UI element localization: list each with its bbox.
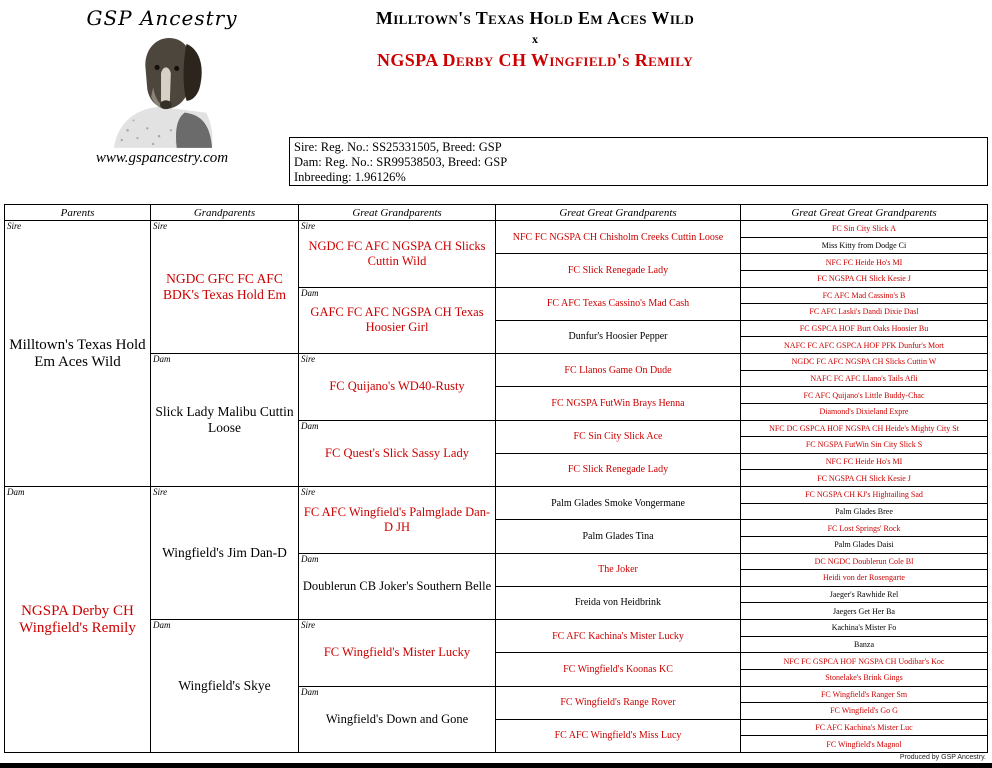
pedigree-name: NFC FC Heide Ho's MI <box>825 457 903 467</box>
sire-dam-label: Sire <box>153 221 168 231</box>
pedigree-name: Heidi von der Rosengarte <box>823 573 905 583</box>
pedigree-cell <box>741 404 987 420</box>
pedigree-name: Palm Glades Daisi <box>834 540 894 550</box>
sire-registration: Sire: Reg. No.: SS25331505, Breed: GSP <box>294 140 502 154</box>
pedigree-cell <box>496 687 740 719</box>
pedigree-cell <box>741 504 987 520</box>
pedigree-name: NFC FC Heide Ho's MI <box>825 257 903 267</box>
pedigree-name: FC Wingfield's Koonas KC <box>563 663 673 675</box>
pedigree-cell <box>741 321 987 337</box>
pedigree-name: FC Wingfield's Ranger Sm <box>820 689 908 699</box>
pedigree-name: NGDC FC AFC NGSPA CH Slicks Cuttin Wild <box>308 238 486 268</box>
pedigree-name: FC AFC Texas Cassino's Mad Cash <box>546 298 690 310</box>
column-header-ggg-grandparents: Great Great Great Grandparents <box>741 205 987 220</box>
pedigree-cell <box>741 437 987 453</box>
pedigree-cell <box>741 687 987 703</box>
sire-dam-label: Sire <box>153 487 168 497</box>
pedigree-name: NAFC FC AFC GSPCA HOF PFK Dunfur's Mort <box>784 340 944 350</box>
pedigree-cell <box>151 354 298 486</box>
pedigree-name: FC NGSPA CH Slick Kesie J <box>817 473 911 483</box>
sire-dam-label: Sire <box>301 354 316 364</box>
pedigree-name: FC Wingfield's Magnol <box>826 739 902 749</box>
pedigree-name: FC AFC Wingfield's Palmglade Dan-D JH <box>303 504 491 534</box>
pedigree-cell <box>496 288 740 320</box>
title-sire-name: Milltown's Texas Hold Em Aces Wild <box>375 8 695 28</box>
pedigree-cell <box>741 653 987 669</box>
pedigree-cell <box>299 554 495 620</box>
pedigree-name: FC Wingfield's Range Rover <box>560 697 676 709</box>
pedigree-name: Wingfield's Down and Gone <box>325 711 469 726</box>
pedigree-name: Doublerun CB Joker's Southern Belle <box>302 578 492 593</box>
pedigree-name: NGDC GFC FC AFC BDK's Texas Hold Em <box>162 271 287 302</box>
pedigree-name: FC Sin City Slick Ace <box>573 431 663 443</box>
pedigree-cell <box>741 537 987 553</box>
pedigree-cell <box>496 321 740 353</box>
pedigree-name: Palm Glades Smoke Vongermane <box>551 497 685 509</box>
pedigree-name: FC Wingfield's Go G <box>830 706 898 716</box>
pedigree-cell <box>299 354 495 420</box>
pedigree-cell <box>496 554 740 586</box>
pedigree-name: FC Wingfield's Mister Lucky <box>323 645 471 660</box>
pedigree-cell <box>741 271 987 287</box>
pedigree-name: DC NGDC Doublerun Cole Bl <box>814 556 914 566</box>
pedigree-cell <box>496 421 740 453</box>
website-link[interactable]: www.gspancestry.com <box>95 150 229 166</box>
pedigree-cell <box>741 603 987 619</box>
pedigree-cell <box>741 387 987 403</box>
pedigree-cell <box>741 288 987 304</box>
pedigree-name: Banza <box>854 639 874 649</box>
pedigree-name: FC Slick Renegade Lady <box>567 264 669 276</box>
pedigree-name: FC Slick Renegade Lady <box>567 464 669 476</box>
pedigree-name: FC AFC Quijano's Little Buddy-Chac <box>803 390 925 400</box>
title-cross: x <box>532 32 538 46</box>
producer-credit: Produced by GSP Ancestry. <box>899 754 986 761</box>
pedigree-cell <box>151 487 298 619</box>
column-header-great-grandparents: Great Grandparents <box>299 205 495 220</box>
pedigree-cell <box>496 620 740 652</box>
pedigree-cell <box>741 454 987 470</box>
sire-dam-label: Sire <box>301 221 316 231</box>
sire-dam-label: Sire <box>7 221 22 231</box>
pedigree-cell-dam <box>5 487 150 752</box>
pedigree-name: Wingfield's Jim Dan-D <box>162 545 287 560</box>
pedigree-cell <box>496 454 740 486</box>
pedigree-cell <box>741 487 987 503</box>
pedigree-name: FC AFC Laski's Dandi Dixie Dasl <box>809 307 919 317</box>
pedigree-cell <box>741 470 987 486</box>
pedigree-cell <box>151 620 298 752</box>
pedigree-name: FC AFC Kachina's Mister Lucky <box>552 630 684 642</box>
pedigree-name: NAFC FC AFC Llano's Tails Afli <box>810 373 918 383</box>
sire-dam-label: Dam <box>301 553 319 564</box>
pedigree-name: FC NGSPA CH KJ's Hightailing Sad <box>805 490 923 500</box>
pedigree-cell <box>741 354 987 370</box>
pedigree-cell <box>496 720 740 752</box>
pedigree-cell <box>496 254 740 286</box>
pedigree-table <box>4 204 988 753</box>
sire-dam-label: Dam <box>301 686 319 697</box>
pedigree-name: Palm Glades Tina <box>582 530 654 542</box>
pedigree-name: FC Sin City Slick A <box>831 224 897 234</box>
pedigree-cell <box>741 670 987 686</box>
brand-logo <box>56 6 268 167</box>
pedigree-cell <box>496 221 740 253</box>
pedigree-cell <box>741 304 987 320</box>
pedigree-name: FC Lost Springs' Rock <box>827 523 901 533</box>
pedigree-cell <box>496 487 740 519</box>
dog-photo-icon <box>108 32 216 148</box>
pedigree-name: FC AFC Kachina's Mister Luc <box>815 723 913 733</box>
pedigree-name: FC Llanos Game On Dude <box>564 364 672 376</box>
pedigree-cell <box>741 254 987 270</box>
pedigree-name: Palm Glades Bree <box>835 506 893 516</box>
pedigree-name: Dunfur's Hoosier Pepper <box>568 331 668 343</box>
pedigree-cell <box>741 570 987 586</box>
pedigree-cell <box>741 720 987 736</box>
pedigree-name: Slick Lady Malibu Cuttin Loose <box>155 404 294 435</box>
column-header-parents: Parents <box>5 205 150 220</box>
pedigree-name: Stonelake's Brink Gings <box>825 673 903 683</box>
pedigree-name: NGDC FC AFC NGSPA CH Slicks Cuttin W <box>791 357 937 367</box>
pedigree-name: The Joker <box>598 564 638 576</box>
pedigree-cell <box>741 221 987 237</box>
pedigree-name: Kachina's Mister Fo <box>831 623 897 633</box>
sire-dam-label: Dam <box>7 487 25 497</box>
sire-dam-label: Dam <box>301 287 319 298</box>
pedigree-cell <box>741 736 987 752</box>
pedigree-name: FC NGSPA CH Slick Kesie J <box>817 274 911 284</box>
dam-registration: Dam: Reg. No.: SR99538503, Breed: GSP <box>294 155 508 169</box>
inbreeding-coefficient: Inbreeding: 1.96126% <box>294 170 406 184</box>
pedigree-name: FC NGSPA FutWin Sin City Slick S <box>805 440 923 450</box>
pedigree-name: NFC DC GSPCA HOF NGSPA CH Heide's Mighty City St <box>769 423 959 433</box>
pedigree-cell <box>741 337 987 353</box>
pedigree-cell <box>496 520 740 552</box>
pedigree-cell <box>151 221 298 353</box>
pedigree-cell <box>741 371 987 387</box>
pedigree-name: Wingfield's Skye <box>178 678 271 693</box>
pedigree-name: FC GSPCA HOF Burt Oaks Hoosier Bu <box>799 324 929 334</box>
registration-info-box <box>289 137 988 186</box>
pedigree-cell <box>496 587 740 619</box>
pedigree-cell <box>299 221 495 287</box>
pedigree-name: FC Quijano's WD40-Rusty <box>329 379 465 394</box>
pedigree-name: Jaegers Get Her Ba <box>833 606 895 616</box>
title-dam-name: NGSPA Derby CH Wingfield's Remily <box>376 50 694 70</box>
pedigree-cell <box>299 620 495 686</box>
pedigree-cell <box>741 520 987 536</box>
pedigree-name: Jaeger's Rawhide Rel <box>829 590 899 600</box>
pedigree-cell <box>741 703 987 719</box>
pedigree-name: NGSPA Derby CH Wingfield's Remily <box>19 602 136 636</box>
column-header-grandparents: Grandparents <box>151 205 298 220</box>
sire-dam-label: Dam <box>153 354 171 364</box>
pedigree-name: FC NGSPA FutWin Brays Henna <box>551 397 685 409</box>
pedigree-name: Freida von Heidbrink <box>574 597 662 609</box>
pedigree-name: Diamond's Dixieland Expre <box>819 407 909 417</box>
sire-dam-label: Sire <box>301 620 316 630</box>
sire-dam-label: Sire <box>301 487 316 497</box>
pedigree-cell <box>496 387 740 419</box>
column-header-gg-grandparents: Great Great Grandparents <box>496 205 740 220</box>
pedigree-cell <box>741 620 987 636</box>
pedigree-cell <box>299 487 495 553</box>
pedigree-cell <box>741 554 987 570</box>
pedigree-cell <box>496 653 740 685</box>
pedigree-name: FC Quest's Slick Sassy Lady <box>325 445 469 460</box>
pedigree-cell <box>299 421 495 487</box>
mating-title <box>240 8 830 71</box>
pedigree-name: Miss Kitty from Dodge Ci <box>821 240 907 250</box>
pedigree-name: NFC FC NGSPA CH Chisholm Creeks Cuttin Loose <box>512 231 724 243</box>
pedigree-cell <box>741 238 987 254</box>
pedigree-cell <box>741 421 987 437</box>
pedigree-cell-sire <box>5 221 150 486</box>
pedigree-cell <box>299 687 495 753</box>
pedigree-cell <box>741 637 987 653</box>
pedigree-name: FC AFC Mad Cassino's B <box>822 290 906 300</box>
pedigree-cell <box>299 288 495 354</box>
pedigree-name: NFC FC GSPCA HOF NGSPA CH Uodibar's Koc <box>783 656 945 666</box>
sire-dam-label: Dam <box>301 420 319 431</box>
pedigree-cell <box>741 587 987 603</box>
pedigree-name: GAFC FC AFC NGSPA CH Texas Hoosier Girl <box>310 305 484 335</box>
brand-name: GSP Ancestry <box>86 6 238 30</box>
sire-dam-label: Dam <box>153 620 171 630</box>
pedigree-name: Milltown's Texas Hold Em Aces Wild <box>9 336 146 370</box>
pedigree-cell <box>496 354 740 386</box>
pedigree-name: FC AFC Wingfield's Miss Lucy <box>554 730 682 742</box>
